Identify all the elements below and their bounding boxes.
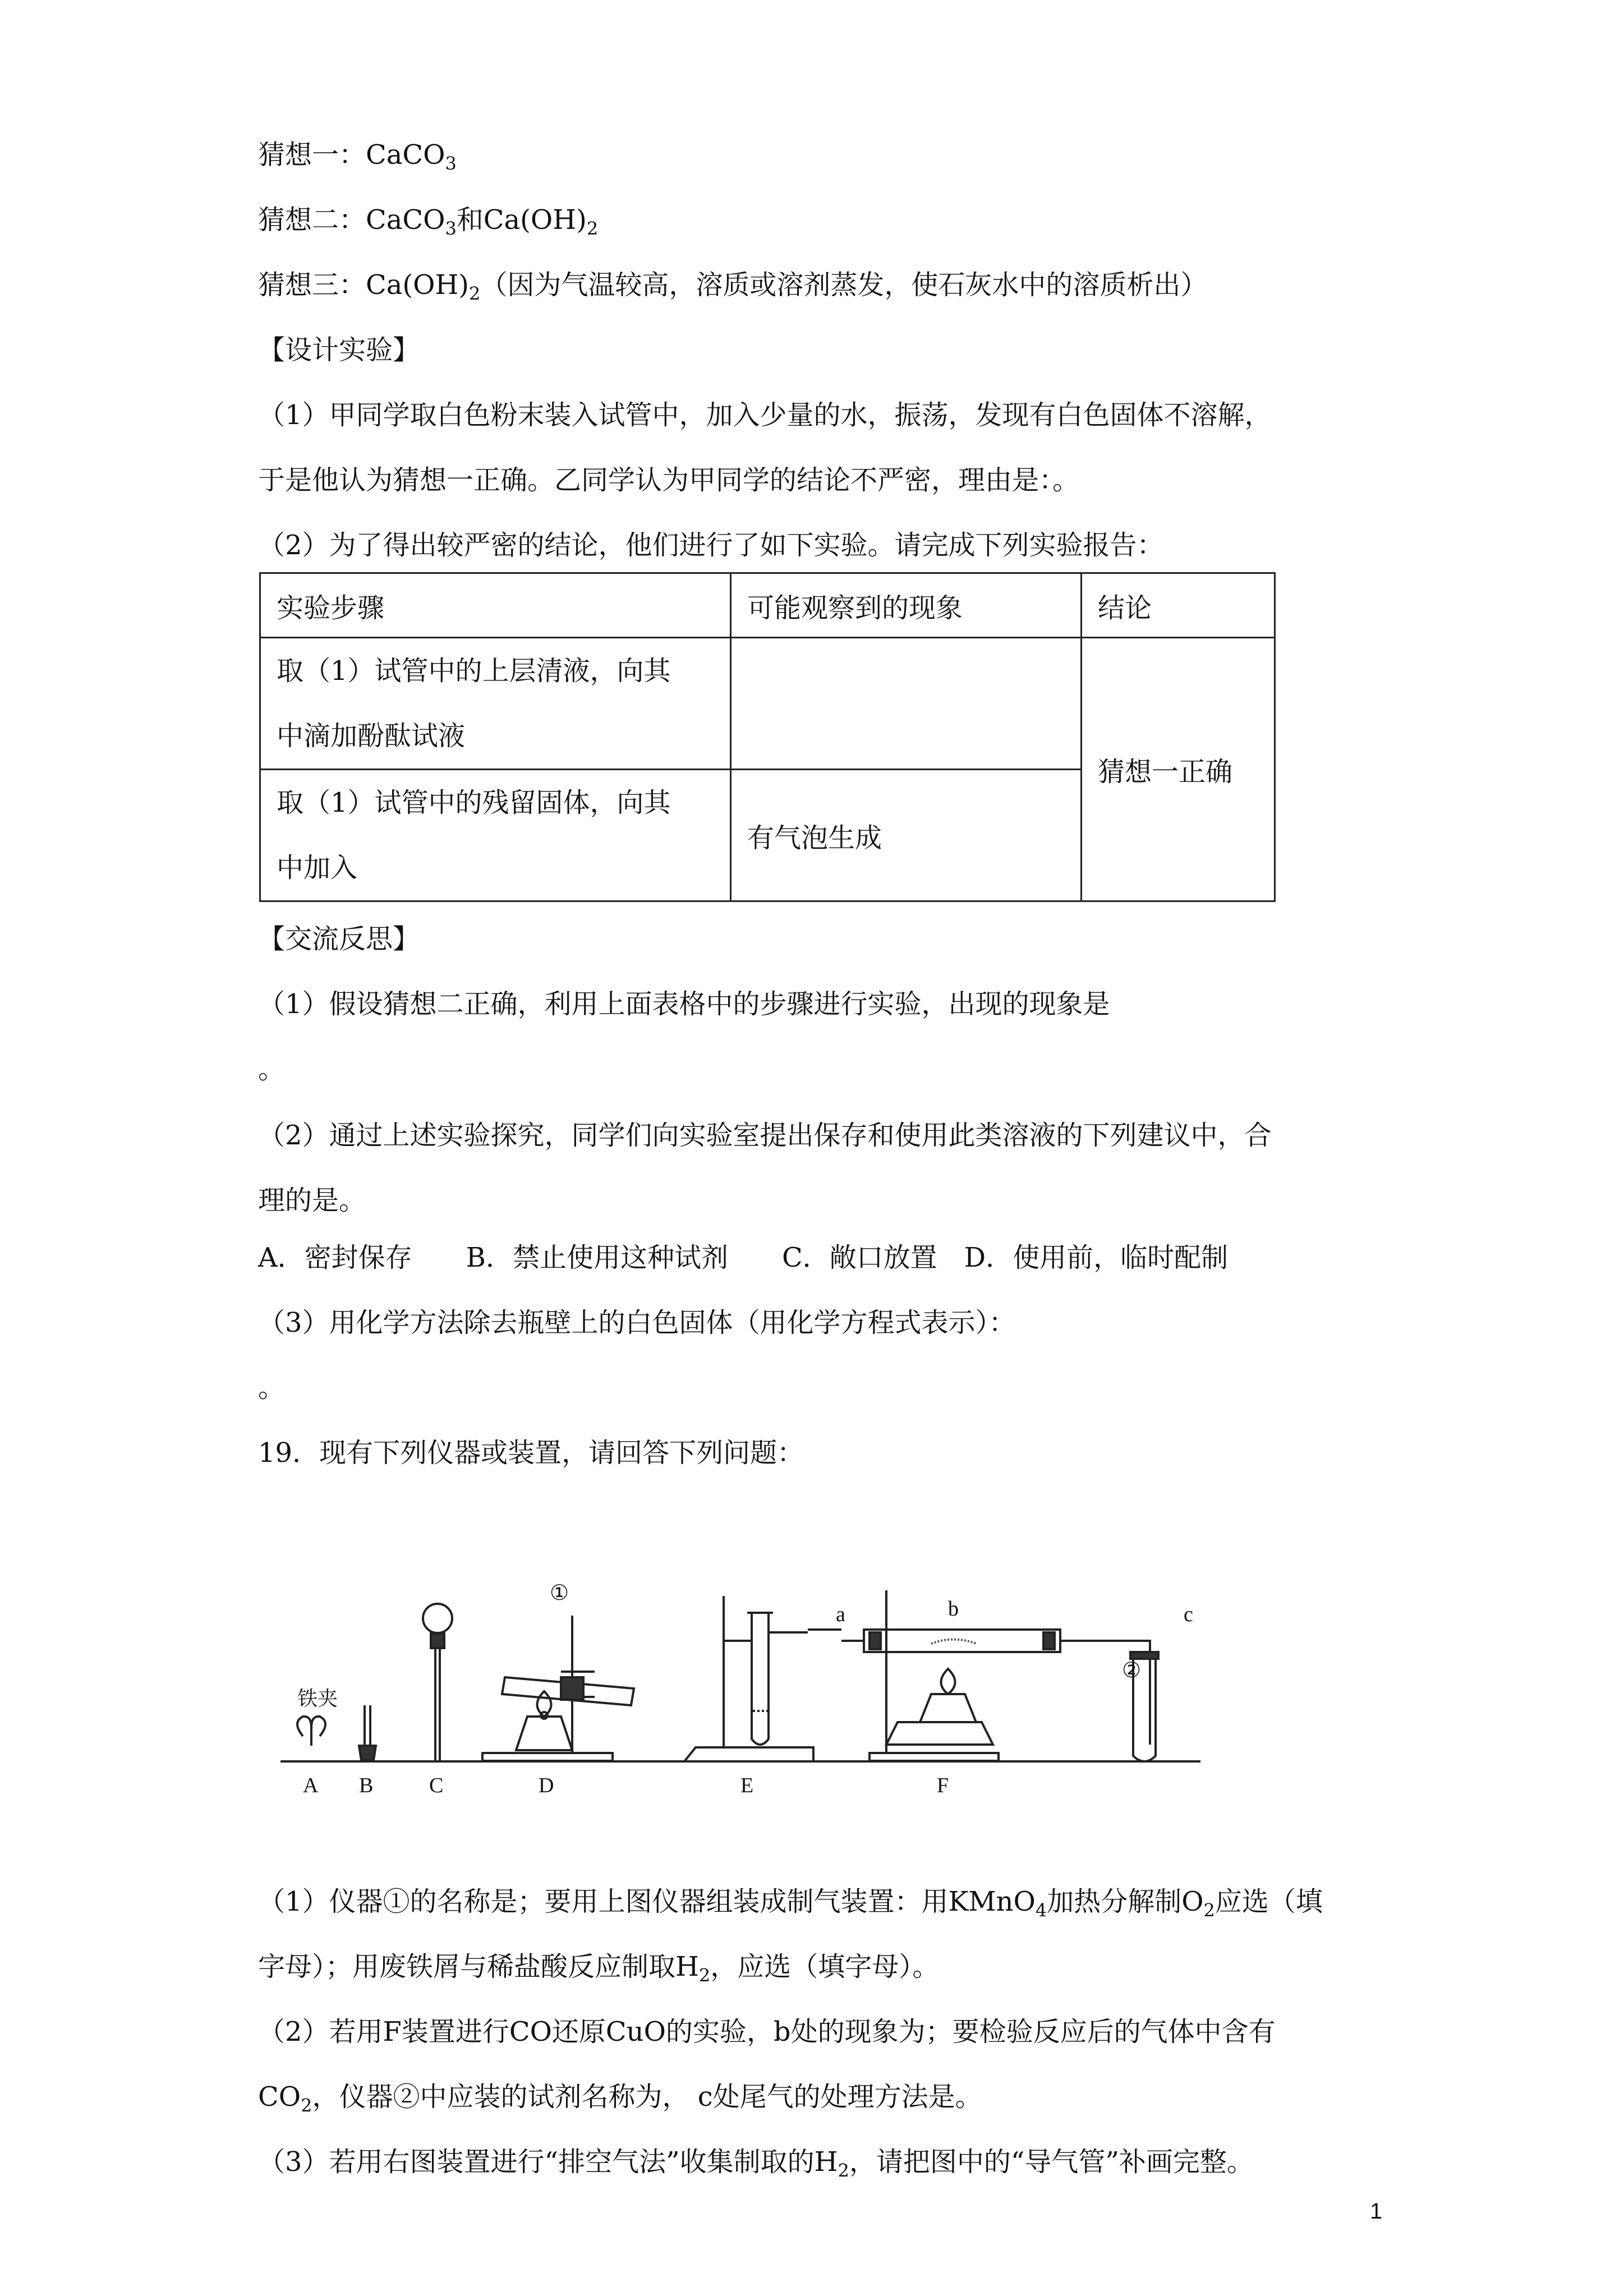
q19-p2-line1: （2）若用F装置进行CO还原CuO的实验，b处的现象为；要检验反应后的气体中含有 bbox=[258, 2016, 1276, 2047]
q19-p3 bbox=[258, 2145, 1254, 2188]
combustion-apparatus-f-icon bbox=[841, 1590, 1158, 1761]
hypothesis-2-formula-a: CaCO bbox=[366, 204, 445, 236]
circle-2-label: ② bbox=[1122, 1659, 1142, 1682]
q19-p3-sub: 2 bbox=[838, 2160, 849, 2182]
hypothesis-2-sub-a: 3 bbox=[445, 218, 457, 240]
q19-p1-line2-b: ，应选（填字母）。 bbox=[710, 1951, 940, 1982]
table-row bbox=[260, 638, 1275, 770]
iron-clip-icon bbox=[297, 1717, 325, 1746]
q19-p1-line1-a: （1）仪器①的名称是；要用上图仪器组装成制气装置：用KMnO bbox=[258, 1886, 1036, 1917]
hypothesis-1 bbox=[258, 138, 457, 181]
q19-p1-line2 bbox=[258, 1950, 939, 1993]
table-header-observation: 可能观察到的现象 bbox=[731, 573, 1082, 638]
q19-p2-line2-a: CO bbox=[258, 2081, 301, 2113]
table-header-conclusion: 结论 bbox=[1082, 573, 1275, 638]
test-tube-e-icon bbox=[684, 1596, 841, 1761]
question-19-stem: 19．现有下列仪器或装置，请回答下列问题： bbox=[258, 1437, 804, 1469]
reflection-heading: 【交流反思】 bbox=[258, 923, 420, 955]
row2-step-line1: 取（1）试管中的残留固体，向其 bbox=[277, 787, 671, 818]
reflection-q1: （1）假设猜想二正确，利用上面表格中的步骤进行实验，出现的现象是 bbox=[258, 988, 1110, 1020]
circle-1-label: ① bbox=[550, 1581, 569, 1605]
q19-p1-line1 bbox=[258, 1885, 1323, 1927]
q19-p1-line2-sub: 2 bbox=[698, 1964, 711, 1986]
q19-p3-a: （3）若用右图装置进行“排空气法”收集制取的H bbox=[258, 2146, 838, 2178]
row1-observation bbox=[731, 638, 1082, 770]
design-p1-line2: 于是他认为猜想一正确。乙同学认为甲同学的结论不严密，理由是：。 bbox=[258, 464, 1080, 496]
reflection-q3-end: 。 bbox=[258, 1372, 286, 1404]
hypothesis-2-formula-b: 和Ca(OH) bbox=[456, 204, 587, 236]
label-e: E bbox=[740, 1774, 754, 1797]
table-header-row bbox=[260, 573, 1275, 638]
hypothesis-2-sub-b: 2 bbox=[586, 218, 599, 240]
hypothesis-3-sub: 2 bbox=[469, 283, 481, 305]
reflection-q3: （3）用化学方法除去瓶壁上的白色固体（用化学方程式表示）： bbox=[258, 1307, 1016, 1338]
row1-step-line1: 取（1）试管中的上层清液，向其 bbox=[277, 655, 671, 687]
label-c: C bbox=[429, 1774, 444, 1797]
stopper-with-tube-icon bbox=[359, 1705, 376, 1760]
label-f: F bbox=[937, 1774, 949, 1797]
label-a-port: a bbox=[836, 1603, 845, 1626]
reflection-q2-line2: 理的是。 bbox=[258, 1185, 366, 1216]
reflection-q2-line1: （2）通过上述实验探究，同学们向实验室提出保存和使用此类溶液的下列建议中，合 bbox=[258, 1120, 1272, 1151]
hypothesis-2 bbox=[258, 203, 598, 246]
row1-step bbox=[260, 638, 731, 770]
reflection-options: A．密封保存 B．禁止使用这种试剂 C．敞口放置 D．使用前，临时配制 bbox=[258, 1242, 1229, 1273]
hypothesis-3 bbox=[258, 268, 1207, 311]
design-heading: 【设计实验】 bbox=[258, 334, 420, 366]
q19-p1-line1-sub: 4 bbox=[1035, 1899, 1047, 1921]
experiment-report-table bbox=[259, 572, 1276, 902]
conclusion-cell: 猜想一正确 bbox=[1082, 638, 1275, 901]
q19-p2-line2-sub: 2 bbox=[301, 2095, 312, 2116]
q19-p1-line1-c: 应选（填 bbox=[1214, 1886, 1323, 1917]
label-b: B bbox=[359, 1774, 374, 1797]
hypothesis-3-note: （因为气温较高，溶质或溶剂蒸发，使石灰水中的溶质析出） bbox=[480, 269, 1208, 301]
q19-p3-b: ，请把图中的“导气管”补画完整。 bbox=[849, 2146, 1254, 2178]
hypothesis-1-sub: 3 bbox=[445, 153, 457, 174]
label-a: A bbox=[303, 1774, 319, 1797]
funnel-icon bbox=[423, 1604, 452, 1760]
table-header-step: 实验步骤 bbox=[260, 573, 731, 638]
row2-step bbox=[260, 770, 731, 901]
hypothesis-3-label: 猜想三： bbox=[258, 269, 366, 301]
heating-apparatus-d-icon bbox=[482, 1616, 634, 1761]
hypothesis-1-formula: CaCO bbox=[366, 139, 445, 171]
row1-step-line2: 中滴加酚酞试液 bbox=[277, 720, 466, 752]
hypothesis-3-formula: Ca(OH) bbox=[366, 269, 470, 301]
label-b-port: b bbox=[948, 1597, 959, 1621]
design-p2: （2）为了得出较严密的结论，他们进行了如下实验。请完成下列实验报告： bbox=[258, 530, 1164, 561]
iron-clip-label: 铁夹 bbox=[297, 1687, 338, 1710]
hypothesis-2-label: 猜想二： bbox=[258, 204, 366, 236]
label-d: D bbox=[539, 1774, 554, 1797]
hypothesis-1-label: 猜想一： bbox=[258, 139, 366, 171]
label-c-port: c bbox=[1184, 1603, 1193, 1626]
reflection-q1-end: 。 bbox=[258, 1053, 286, 1085]
apparatus-figure bbox=[280, 1537, 1212, 1801]
q19-p1-line2-a: 字母）；用废铁屑与稀盐酸反应制取H bbox=[258, 1951, 699, 1982]
q19-p1-line1-sub2: 2 bbox=[1203, 1899, 1215, 1921]
page-number: 1 bbox=[1370, 2199, 1383, 2224]
design-p1-line1: （1）甲同学取白色粉末装入试管中，加入少量的水，振荡，发现有白色固体不溶解， bbox=[258, 399, 1272, 431]
q19-p2-line2-b: ，仪器②中应装的试剂名称为， c处尾气的处理方法是。 bbox=[312, 2081, 982, 2113]
row2-step-line2: 中加入 bbox=[277, 852, 358, 884]
q19-p1-line1-b: 加热分解制O bbox=[1047, 1886, 1204, 1917]
q19-p2-line2 bbox=[258, 2080, 982, 2123]
row2-observation: 有气泡生成 bbox=[731, 770, 1082, 901]
